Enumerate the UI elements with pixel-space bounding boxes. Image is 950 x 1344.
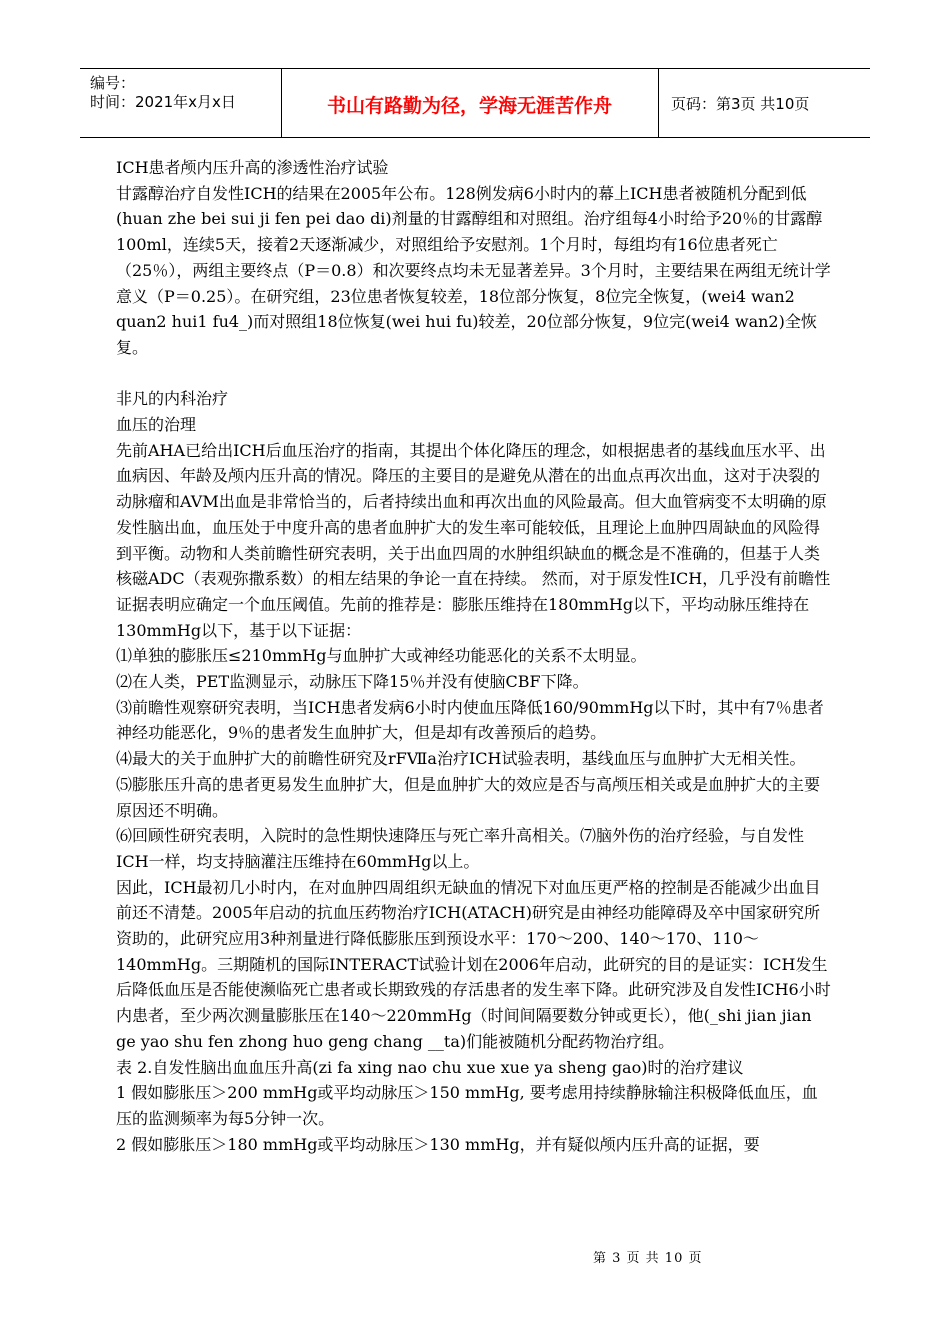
list-item: ⑶前瞻性观察研究表明，当ICH患者发病6小时内使血压降低160/90mmHg以下时，其中有7％患者神经功能恶化，9％的患者发生血肿扩大，但是却有改善预后的趋势。	[116, 697, 824, 743]
page-footer: 第 3 页 共 10 页	[593, 1251, 703, 1266]
header-page-info: 页码：第3页 共10页	[671, 95, 810, 113]
list-item: ⑵在人类，PET监测显示，动脉压下降15％并没有使脑CBF下降。	[116, 672, 589, 692]
section-heading: ICH患者颅内压升高的渗透性治疗试验	[116, 158, 389, 177]
list-item: ⑷最大的关于血肿扩大的前瞻性研究及rFⅦa治疗ICH试验表明，基线血压与血肿扩大无相关性。	[116, 749, 806, 769]
recommendation-item: 1 假如膨胀压＞200 mmHg或平均动脉压＞150 mmHg, 要考虑用持续静脉输注积极降低血压，血压的监测频率为每5分钟一次。	[116, 1083, 818, 1128]
list-item: ⑴单独的膨胀压≤210mmHg与血肿扩大或神经功能恶化的关系不太明显。	[116, 646, 647, 666]
subsection-heading: 血压的治理	[116, 415, 197, 435]
list-item: ⑸膨胀压升高的患者更易发生血肿扩大，但是血肿扩大的效应是否与高颅压相关或是血肿扩大的主要原因还不明确。	[116, 774, 821, 820]
paragraph: 甘露醇治疗自发性ICH的结果在2005年公布。128例发病6小时内的幕上ICH患者被随机分配到低(huan zhe bei sui ji fen pei dao di)剂量的甘露醇组和对照组。治疗组每4小时给予20％的甘露醇100ml，连续5天，接着2天逐渐减少，对照组给予安慰剂。1个月时，每组均有16位患者死亡（25％），两组主要终点（P＝0.8）和次要终点均未无显著差异。3个月时，主要结果在两组无统计学意义（P＝0.25）。在研究组，23位患者恢复较差，18位部分恢复，8位完全恢复，(wei4 wan2 quan2 hui1 fu4_)而对照组18位恢复(wei hui fu)较差，20位部分恢复，9位完(wei4 wan2)全恢复。	[116, 183, 831, 357]
document-body	[116, 155, 832, 1157]
paragraph: 先前AHA已给出ICH后血压治疗的指南，其提出个体化降压的理念，如根据患者的基线血压水平、出血病因、年龄及颅内压升高的情况。降压的主要目的是避免从潜在的出血点再次出血，这对于决裂的动脉瘤和AVM出血是非常恰当的，后者持续出血和再次出血的风险最高。但大血管病变不太明确的原发性脑出血，血压处于中度升高的患者血肿扩大的发生率可能较低，且理论上血肿四周缺血的风险得到平衡。动物和人类前瞻性研究表明，关于出血四周的水肿组织缺血的概念是不准确的，但基于人类核磁ADC（表观弥撒系数）的相左结果的争论一直在持续。 然而，对于原发性ICH，几乎没有前瞻性证据表明应确定一个血压阈值。先前的推荐是：膨胀压维持在180mmHg以下，平均动脉压维持在130mmHg以下，基于以下证据：	[116, 440, 831, 640]
header-motto: 书山有路勤为径，学海无涯苦作舟	[326, 95, 612, 117]
list-item: ⑹回顾性研究表明，入院时的急性期快速降压与死亡率升高相关。⑺脑外伤的治疗经验，与自发性ICH一样，均支持脑灌注压维持在60mmHg以上。	[116, 826, 805, 871]
header-left-cell	[80, 69, 282, 137]
document-code-label: 编号：	[90, 74, 136, 92]
page-header	[80, 68, 870, 138]
table-caption: 表 2.自发性脑出血血压升高(zi fa xing nao chu xue xue ya sheng gao)时的治疗建议	[116, 1057, 744, 1077]
paragraph: 因此，ICH最初几小时内，在对血肿四周组织无缺血的情况下对血压更严格的控制是否能减少出血目前还不清楚。2005年启动的抗血压药物治疗ICH(ATACH)研究是由神经功能障碍及卒中国家研究所资助的，此研究应用3种剂量进行降低膨胀压到预设水平：170～200、140～170、110～140mmHg。三期随机的国际INTERACT试验计划在2006年启动，此研究的目的是证实：ICH发生后降低血压是否能使濒临死亡患者或长期致残的存活患者的发生率下降。此研究涉及自发性ICH6小时内患者，至少两次测量膨胀压在140～220mmHg（时间间隔要数分钟或更长），他(_shi jian jian ge yao shu fen zhong huo geng chang __ta)们能被随机分配药物治疗组。	[116, 877, 831, 1051]
section-heading: 非凡的内科治疗	[116, 389, 229, 409]
header-right-cell	[659, 69, 870, 137]
recommendation-item: 2 假如膨胀压＞180 mmHg或平均动脉压＞130 mmHg，并有疑似颅内压升高的证据，要	[116, 1134, 760, 1154]
header-middle-cell	[281, 69, 659, 137]
document-time-label: 时间：2021年x月x日	[90, 93, 236, 111]
